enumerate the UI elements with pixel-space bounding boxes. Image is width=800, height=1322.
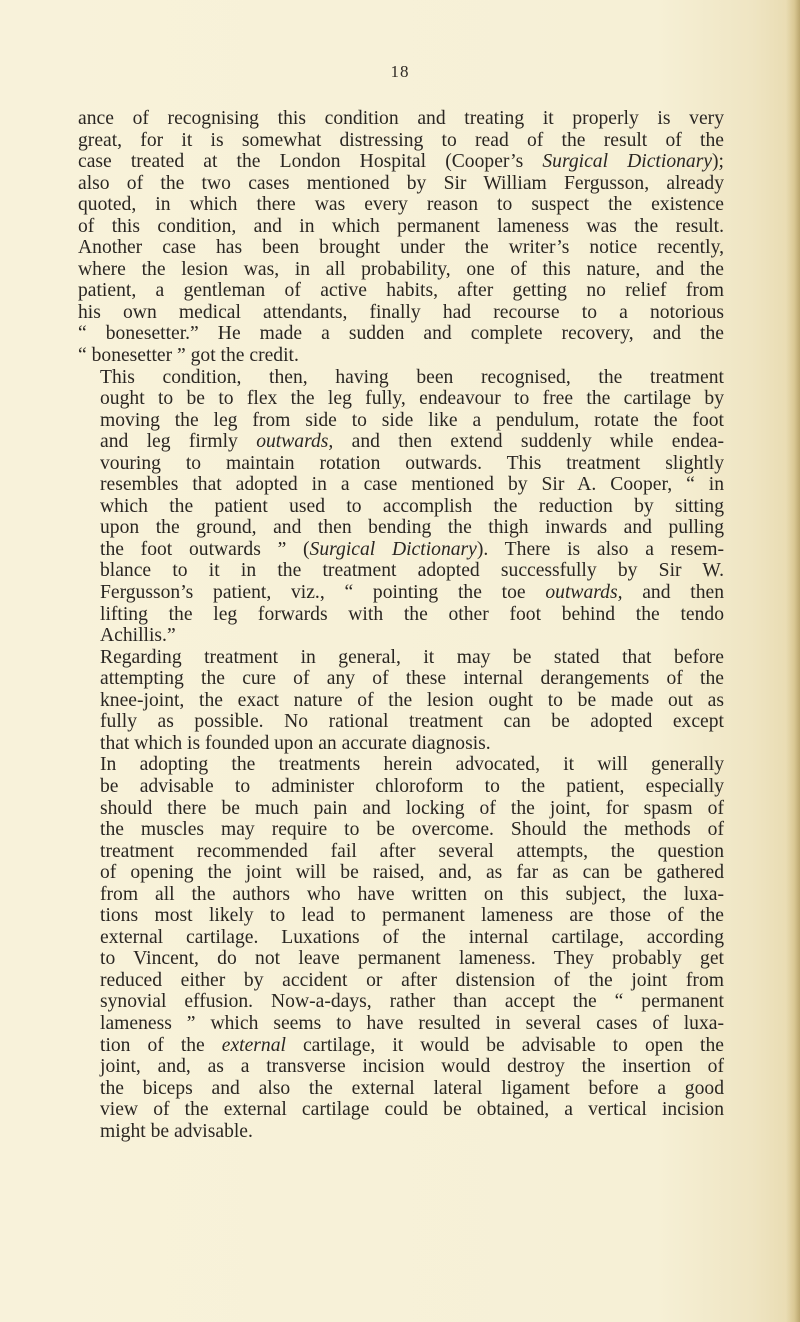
text-line bbox=[78, 517, 724, 539]
text-line bbox=[78, 431, 724, 453]
text-line bbox=[78, 410, 724, 432]
text-line bbox=[78, 108, 724, 130]
text-segment: ought to be to flex the leg fully, endeavour to free the cartilage by bbox=[100, 388, 724, 410]
text-segment: great, for it is somewhat distressing to read of the result of the bbox=[78, 129, 724, 151]
italic-text: external bbox=[221, 1034, 286, 1056]
paragraph bbox=[78, 647, 724, 755]
text-segment: Another case has been brought under the writer’s notice recently, bbox=[78, 237, 724, 259]
text-segment: lifting the leg forwards with the other foot behind the tendo bbox=[100, 603, 724, 625]
text-line bbox=[78, 668, 724, 690]
text-segment: tions most likely to lead to permanent lameness are those of the bbox=[100, 905, 724, 927]
text-segment: treatment recommended fail after several attempts, the question bbox=[100, 840, 724, 862]
text-line bbox=[78, 367, 724, 389]
text-line bbox=[78, 991, 724, 1013]
text-line bbox=[78, 130, 724, 152]
body-text bbox=[78, 108, 724, 1142]
text-line bbox=[78, 453, 724, 475]
text-segment: his own medical attendants, finally had recourse to a notorious bbox=[78, 301, 724, 323]
text-line bbox=[78, 1078, 724, 1100]
text-line bbox=[78, 1013, 724, 1035]
page-edge-shadow bbox=[786, 0, 800, 1322]
text-line bbox=[78, 819, 724, 841]
text-segment: blance to it in the treatment adopted successfully by Sir W. bbox=[100, 560, 724, 582]
text-line bbox=[78, 237, 724, 259]
text-segment: which the patient used to accomplish the reduction by sitting bbox=[100, 495, 724, 517]
text-segment: external cartilage. Luxations of the internal cartilage, according bbox=[100, 926, 724, 948]
text-line bbox=[78, 733, 724, 755]
text-line bbox=[78, 302, 724, 324]
text-line bbox=[78, 1099, 724, 1121]
text-segment: tion of the bbox=[100, 1034, 222, 1056]
text-segment: lameness ” which seems to have resulted in several cases of luxa- bbox=[100, 1012, 724, 1034]
text-segment: synovial effusion. Now-a-days, rather than accept the “ permanent bbox=[100, 991, 724, 1013]
text-segment: attempting the cure of any of these internal derangements of the bbox=[100, 668, 724, 690]
text-segment: upon the ground, and then bending the thigh inwards and pulling bbox=[100, 517, 724, 539]
text-segment: joint, and, as a transverse incision would destroy the insertion of bbox=[100, 1056, 724, 1078]
text-segment: Achillis.” bbox=[100, 625, 176, 647]
text-segment: ). There is also a resem- bbox=[476, 538, 724, 560]
text-line bbox=[78, 194, 724, 216]
italic-text: Surgical Dictionary bbox=[542, 151, 713, 173]
text-line bbox=[78, 496, 724, 518]
text-segment: be advisable to administer chloroform to the patient, especially bbox=[100, 775, 724, 797]
text-segment: the biceps and also the external lateral ligament before a good bbox=[100, 1077, 724, 1099]
text-segment: fully as possible. No rational treatment can be adopted except bbox=[100, 711, 724, 733]
text-line bbox=[78, 948, 724, 970]
text-line bbox=[78, 927, 724, 949]
text-line bbox=[78, 173, 724, 195]
italic-text: outwards, bbox=[256, 431, 334, 453]
text-segment: of this condition, and in which permanent lameness was the result. bbox=[78, 215, 724, 237]
text-line bbox=[78, 905, 724, 927]
text-segment: ance of recognising this condition and treating it properly is very bbox=[78, 108, 724, 129]
text-segment: This condition, then, having been recognised, the treatment bbox=[100, 366, 724, 388]
text-line bbox=[78, 280, 724, 302]
paragraph bbox=[78, 108, 724, 367]
italic-text: Surgical Dictionary bbox=[309, 538, 477, 560]
text-line bbox=[78, 690, 724, 712]
text-segment: vouring to maintain rotation outwards. This treatment slightly bbox=[100, 452, 724, 474]
text-segment: the muscles may require to be overcome. Should the methods of bbox=[100, 819, 724, 841]
text-segment: moving the leg from side to side like a pendulum, rotate the foot bbox=[100, 409, 724, 431]
text-line bbox=[78, 151, 724, 173]
text-line bbox=[78, 711, 724, 733]
paragraph bbox=[78, 754, 724, 1142]
text-segment: resembles that adopted in a case mentioned by Sir A. Cooper, “ in bbox=[100, 474, 724, 496]
text-line bbox=[78, 604, 724, 626]
text-line bbox=[78, 388, 724, 410]
text-segment: from all the authors who have written on this subject, the luxa- bbox=[100, 883, 724, 905]
text-segment: reduced either by accident or after distension of the joint from bbox=[100, 969, 724, 991]
text-segment: and leg firmly bbox=[100, 431, 257, 453]
text-line bbox=[78, 1121, 724, 1143]
text-segment: patient, a gentleman of active habits, after getting no relief from bbox=[78, 280, 724, 302]
text-line bbox=[78, 1035, 724, 1057]
text-segment: and then extend suddenly while endea- bbox=[333, 431, 724, 453]
text-segment: cartilage, it would be advisable to open the bbox=[285, 1034, 724, 1056]
text-segment: case treated at the London Hospital (Cooper’s bbox=[78, 151, 543, 173]
text-line bbox=[78, 539, 724, 561]
text-line bbox=[78, 216, 724, 238]
text-segment: view of the external cartilage could be obtained, a vertical incision bbox=[100, 1099, 724, 1121]
text-line bbox=[78, 259, 724, 281]
text-segment: and then bbox=[622, 582, 724, 604]
text-segment: Regarding treatment in general, it may be stated that before bbox=[100, 646, 724, 668]
italic-text: outwards, bbox=[545, 582, 623, 604]
text-segment: knee-joint, the exact nature of the lesion ought to be made out as bbox=[100, 689, 724, 711]
text-segment: of opening the joint will be raised, and, as far as can be gathered bbox=[100, 862, 724, 884]
text-segment: “ bonesetter ” got the credit. bbox=[78, 345, 299, 367]
text-segment: quoted, in which there was every reason to suspect the existence bbox=[78, 194, 724, 216]
page-number: 18 bbox=[390, 62, 410, 81]
text-segment: the foot outwards ” ( bbox=[100, 538, 310, 560]
paragraph bbox=[78, 367, 724, 647]
text-line bbox=[78, 862, 724, 884]
text-segment: Fergusson’s patient, viz., “ pointing the toe bbox=[100, 582, 546, 604]
text-line bbox=[78, 323, 724, 345]
text-line bbox=[78, 474, 724, 496]
text-line bbox=[78, 345, 724, 367]
text-segment: where the lesion was, in all probability, one of this nature, and the bbox=[78, 258, 724, 280]
text-line bbox=[78, 776, 724, 798]
text-line bbox=[78, 754, 724, 776]
text-segment: should there be much pain and locking of the joint, for spasm of bbox=[100, 797, 724, 819]
text-line bbox=[78, 647, 724, 669]
text-line bbox=[78, 1056, 724, 1078]
text-segment: “ bonesetter.” He made a sudden and complete recovery, and the bbox=[78, 323, 724, 345]
text-segment: that which is founded upon an accurate diagnosis. bbox=[100, 732, 491, 754]
text-line bbox=[78, 798, 724, 820]
text-line bbox=[78, 841, 724, 863]
text-segment: to Vincent, do not leave permanent lameness. They probably get bbox=[100, 948, 724, 970]
text-line bbox=[78, 970, 724, 992]
text-line bbox=[78, 625, 724, 647]
text-segment: ); bbox=[712, 151, 724, 173]
text-line bbox=[78, 884, 724, 906]
text-line bbox=[78, 582, 724, 604]
text-segment: also of the two cases mentioned by Sir William Fergusson, already bbox=[78, 172, 724, 194]
text-line bbox=[78, 560, 724, 582]
text-segment: In adopting the treatments herein advocated, it will generally bbox=[100, 754, 724, 776]
text-segment: might be advisable. bbox=[100, 1120, 253, 1142]
